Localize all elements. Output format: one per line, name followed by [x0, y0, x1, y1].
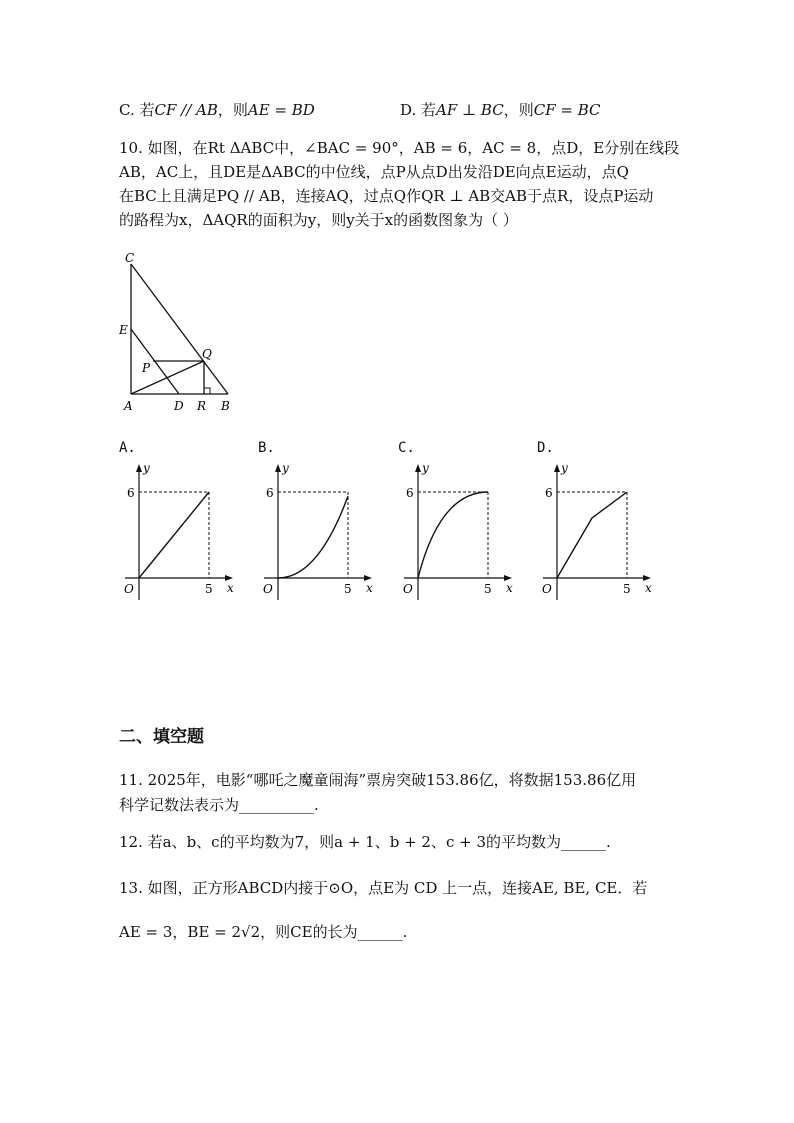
x-axis-label: x — [366, 581, 373, 595]
option-d-label[interactable]: D. — [537, 440, 554, 456]
q9-option-c: C. 若CF // AB，则AE = BD — [119, 101, 315, 119]
y-axis-arrow-icon — [136, 464, 142, 472]
x-value-label: 5 — [623, 582, 631, 596]
q10-line-3: 在BC上且满足PQ // AB，连接AQ，过点Q作QR ⊥ AB交AB于点R，设点P运动 — [119, 187, 654, 205]
q11-line-1: 11. 2025年，电影“哪吒之魔童闹海”票房突破153.86亿，将数据153.86亿用 — [119, 771, 637, 789]
q11-line-2: 科学记数法表示为__________. — [119, 796, 319, 814]
q12-line-1: 12. 若a、b、c的平均数为7，则a + 1、b + 2、c + 3的平均数为______. — [119, 833, 611, 851]
y-axis-label: y — [143, 461, 150, 475]
q10-line-2: AB，AC上，且DE是ΔABC的中位线，点P从点D出发沿DE向点E运动，点Q — [119, 163, 629, 181]
section-title: 二、填空题 — [119, 727, 204, 747]
x-axis-label: x — [506, 581, 513, 595]
function-curve — [139, 492, 209, 578]
y-value-label: 6 — [406, 486, 414, 500]
option-c-label[interactable]: C. — [398, 440, 415, 456]
triangle-figure — [115, 248, 255, 418]
origin-label: O — [403, 582, 413, 596]
origin-label: O — [542, 582, 552, 596]
y-value-label: 6 — [545, 486, 553, 500]
y-axis-label: y — [282, 461, 289, 475]
y-axis-arrow-icon — [415, 464, 421, 472]
label-q: Q — [202, 347, 212, 361]
option-a-label[interactable]: A. — [119, 440, 136, 456]
label-c: C — [125, 251, 135, 265]
x-value-label: 5 — [484, 582, 492, 596]
label-r: R — [197, 399, 207, 413]
right-angle-mark — [204, 388, 210, 394]
label-a: A — [124, 399, 133, 413]
x-value-label: 5 — [344, 582, 352, 596]
label-e: E — [119, 323, 128, 337]
x-axis-label: x — [227, 581, 234, 595]
graph-option-b[interactable] — [256, 458, 376, 603]
y-value-label: 6 — [127, 486, 135, 500]
graph-option-a[interactable] — [117, 458, 237, 603]
function-curve — [278, 496, 348, 578]
graph-option-d[interactable] — [535, 458, 655, 603]
function-curve — [418, 492, 488, 578]
q13-line-2: AE = 3，BE = 2√2，则CE的长为______. — [119, 923, 408, 941]
y-axis-arrow-icon — [554, 464, 560, 472]
origin-label: O — [124, 582, 134, 596]
q10-line-4: 的路程为x，ΔAQR的面积为y，则y关于x的函数图象为（ ） — [119, 211, 518, 229]
y-axis-label: y — [422, 461, 429, 475]
x-axis-label: x — [645, 581, 652, 595]
q10-line-1: 10. 如图，在Rt ΔABC中，∠BAC = 90°，AB = 6，AC = 8，点D，E分别在线段 — [119, 139, 680, 157]
label-b: B — [221, 399, 230, 413]
y-axis-label: y — [561, 461, 568, 475]
origin-label: O — [263, 582, 273, 596]
x-value-label: 5 — [205, 582, 213, 596]
q9-option-d: D. 若AF ⊥ BC，则CF = BC — [400, 101, 601, 119]
y-value-label: 6 — [266, 486, 274, 500]
function-curve — [557, 492, 627, 578]
label-p: P — [142, 361, 151, 375]
option-b-label[interactable]: B. — [258, 440, 275, 456]
graph-option-c[interactable] — [396, 458, 516, 603]
label-d: D — [174, 399, 184, 413]
y-axis-arrow-icon — [275, 464, 281, 472]
q13-line-1: 13. 如图，正方形ABCD内接于⊙O，点E为 CD 上一点，连接AE, BE, CE．若 — [119, 879, 648, 897]
